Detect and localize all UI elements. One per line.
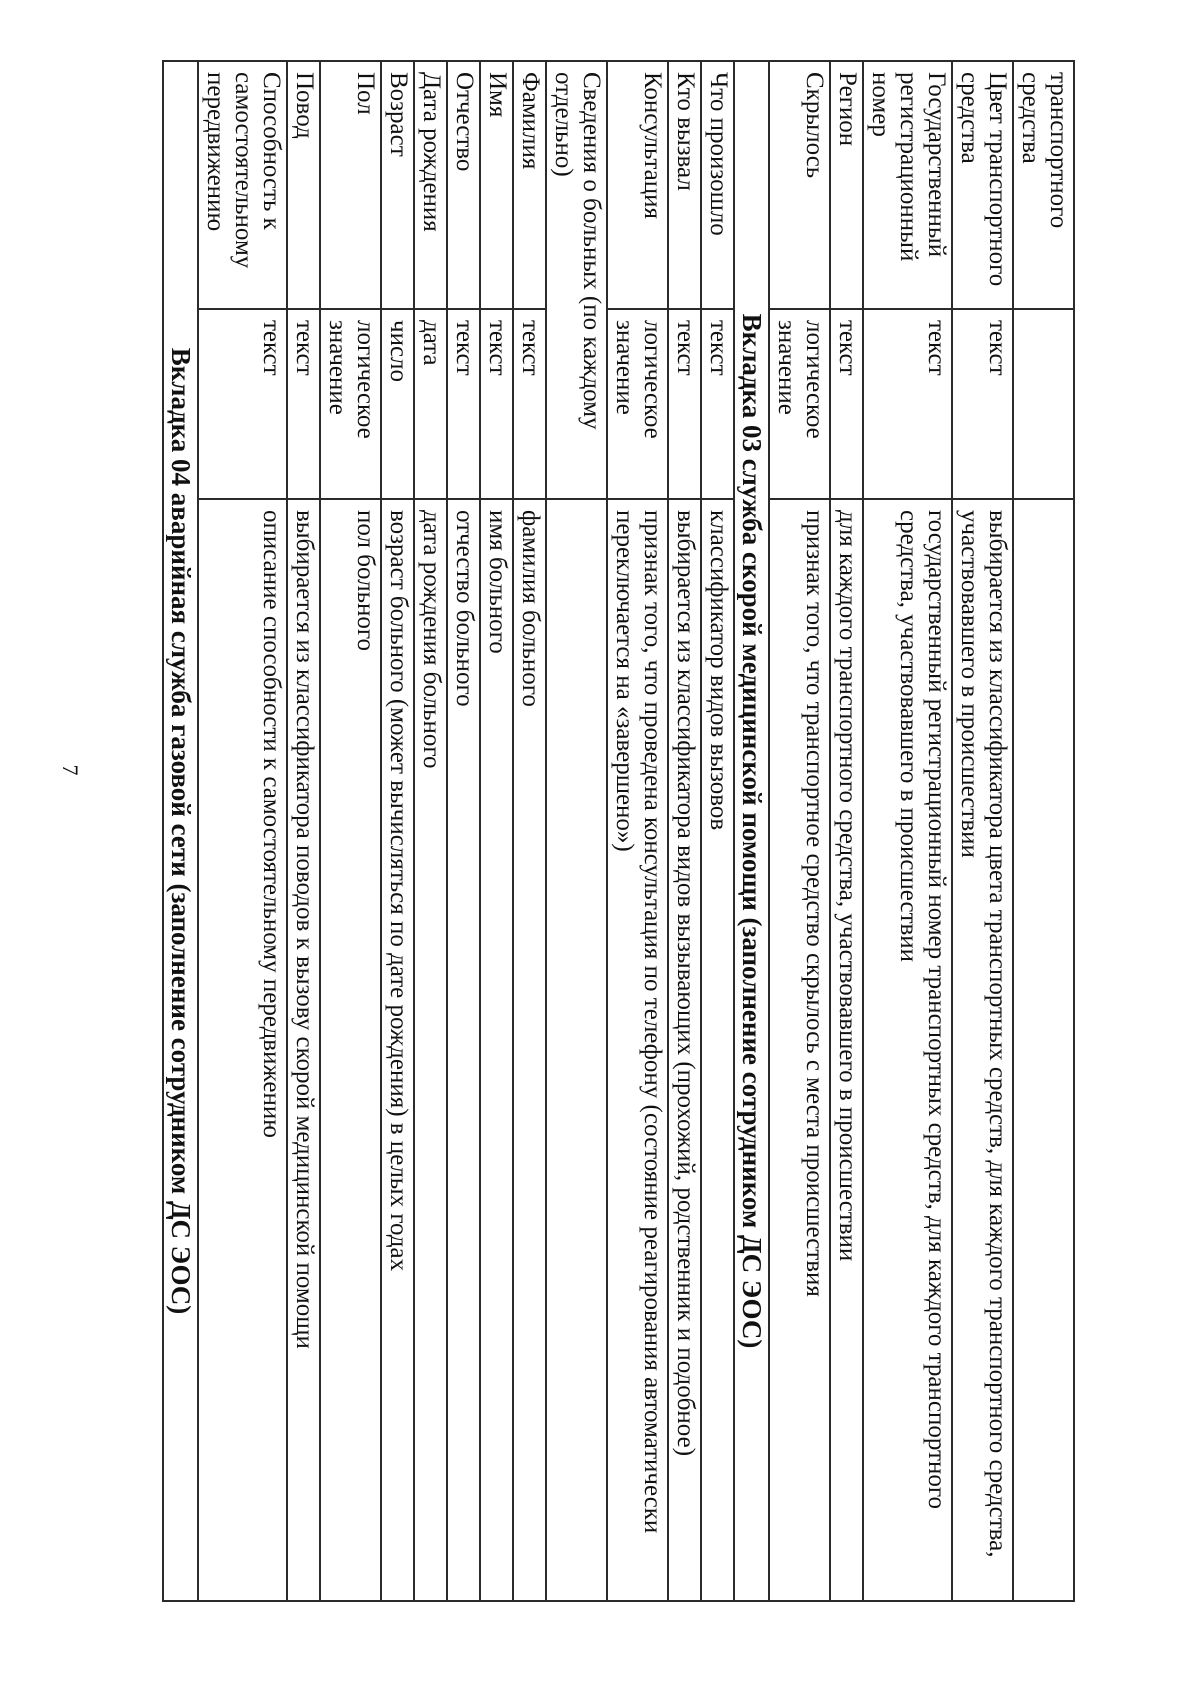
field-name-cell: Скрылось bbox=[769, 61, 830, 309]
table-row bbox=[701, 61, 734, 1601]
field-description-cell: описание способности к самостоятельному передвижению bbox=[198, 499, 287, 1601]
rotated-page-content bbox=[155, 60, 1075, 1600]
field-name-cell: Кто вызвал bbox=[668, 61, 701, 309]
field-name-cell: Фамилия bbox=[513, 61, 546, 309]
table-row bbox=[320, 61, 381, 1601]
field-name-cell: Способность к самостоятельному передвижению bbox=[198, 61, 287, 309]
field-name-cell: Отчество bbox=[447, 61, 480, 309]
field-description-cell: дата рождения больного bbox=[414, 499, 447, 1601]
field-description-cell: возраст больного (может вычисляться по дате рождения) в целых годах bbox=[381, 499, 414, 1601]
table-row bbox=[287, 61, 320, 1601]
field-description-cell: признак того, что проведена консультация по телефону (состояние реагирования автоматически переключается на «завершено») bbox=[607, 499, 668, 1601]
table-row bbox=[769, 61, 830, 1601]
field-type-cell: текст bbox=[952, 309, 1013, 499]
field-type-cell: логическое значение bbox=[320, 309, 381, 499]
field-type-cell: число bbox=[381, 309, 414, 499]
section-heading-row bbox=[734, 61, 769, 1601]
field-type-cell: текст bbox=[198, 309, 287, 499]
field-type-cell: текст bbox=[863, 309, 952, 499]
subsection-heading: Сведения о больных (по каждому отдельно) bbox=[546, 61, 607, 499]
table-row bbox=[607, 61, 668, 1601]
field-description-cell: пол больного bbox=[320, 499, 381, 1601]
field-description-cell: государственный регистрационный номер транспортных средств, для каждого транспортного средства, участвовавшего в происшествии bbox=[863, 499, 952, 1601]
field-type-cell: текст bbox=[668, 309, 701, 499]
table-row bbox=[447, 61, 480, 1601]
field-type-cell: текст bbox=[701, 309, 734, 499]
field-description-cell: классификатор видов вызовов bbox=[701, 499, 734, 1601]
table-row bbox=[198, 61, 287, 1601]
empty-cell bbox=[546, 499, 607, 1601]
field-name-cell: Регион bbox=[830, 61, 863, 309]
field-type-cell: текст bbox=[830, 309, 863, 499]
field-description-cell: имя больного bbox=[480, 499, 513, 1601]
field-type-cell: текст bbox=[480, 309, 513, 499]
field-type-cell: дата bbox=[414, 309, 447, 499]
field-name-cell: Возраст bbox=[381, 61, 414, 309]
table-row bbox=[414, 61, 447, 1601]
field-description-cell: для каждого транспортного средства, участвовавшего в происшествии bbox=[830, 499, 863, 1601]
field-description-cell: выбирается из классификатора поводов к вызову скорой медицинской помощи bbox=[287, 499, 320, 1601]
page-number: 7 bbox=[58, 764, 83, 776]
field-type-cell: текст bbox=[287, 309, 320, 499]
table-row bbox=[381, 61, 414, 1601]
field-name-cell: Имя bbox=[480, 61, 513, 309]
field-description-cell: фамилия больного bbox=[513, 499, 546, 1601]
field-name-cell: Дата рождения bbox=[414, 61, 447, 309]
field-name-cell: Государственный регистрационный номер bbox=[863, 61, 952, 309]
table-row bbox=[863, 61, 952, 1601]
field-description-cell: отчество больного bbox=[447, 499, 480, 1601]
table-row bbox=[1013, 61, 1074, 1601]
table-row bbox=[513, 61, 546, 1601]
field-specification-table bbox=[162, 60, 1075, 1602]
field-name-cell: Цвет транспортного средства bbox=[952, 61, 1013, 309]
table-row bbox=[952, 61, 1013, 1601]
field-name-cell: Повод bbox=[287, 61, 320, 309]
section-heading-row bbox=[163, 61, 198, 1601]
field-type-cell: текст bbox=[513, 309, 546, 499]
field-type-cell: логическое значение bbox=[769, 309, 830, 499]
subsection-heading-row bbox=[546, 61, 607, 1601]
field-type-cell bbox=[1013, 309, 1074, 499]
field-description-cell: признак того, что транспортное средство скрылось с места происшествия bbox=[769, 499, 830, 1601]
section-heading: Вкладка 03 служба скорой медицинской помощи (заполнение сотрудником ДС ЭОС) bbox=[734, 61, 769, 1601]
field-name-cell: Что произошло bbox=[701, 61, 734, 309]
field-description-cell: выбирается из классификатора цвета транспортных средств, для каждого транспортного средства, участвовавшего в происшествии bbox=[952, 499, 1013, 1601]
section-heading: Вкладка 04 аварийная служба газовой сети (заполнение сотрудником ДС ЭОС) bbox=[163, 61, 198, 1601]
field-description-cell: выбирается из классификатора видов вызывающих (прохожий, родственник и подобное) bbox=[668, 499, 701, 1601]
table-row bbox=[480, 61, 513, 1601]
field-name-cell: Пол bbox=[320, 61, 381, 309]
field-type-cell: логическое значение bbox=[607, 309, 668, 499]
field-name-cell: Консультация bbox=[607, 61, 668, 309]
field-description-cell bbox=[1013, 499, 1074, 1601]
table-row bbox=[830, 61, 863, 1601]
field-type-cell: текст bbox=[447, 309, 480, 499]
field-name-cell: транспортного средства bbox=[1013, 61, 1074, 309]
table-row bbox=[668, 61, 701, 1601]
